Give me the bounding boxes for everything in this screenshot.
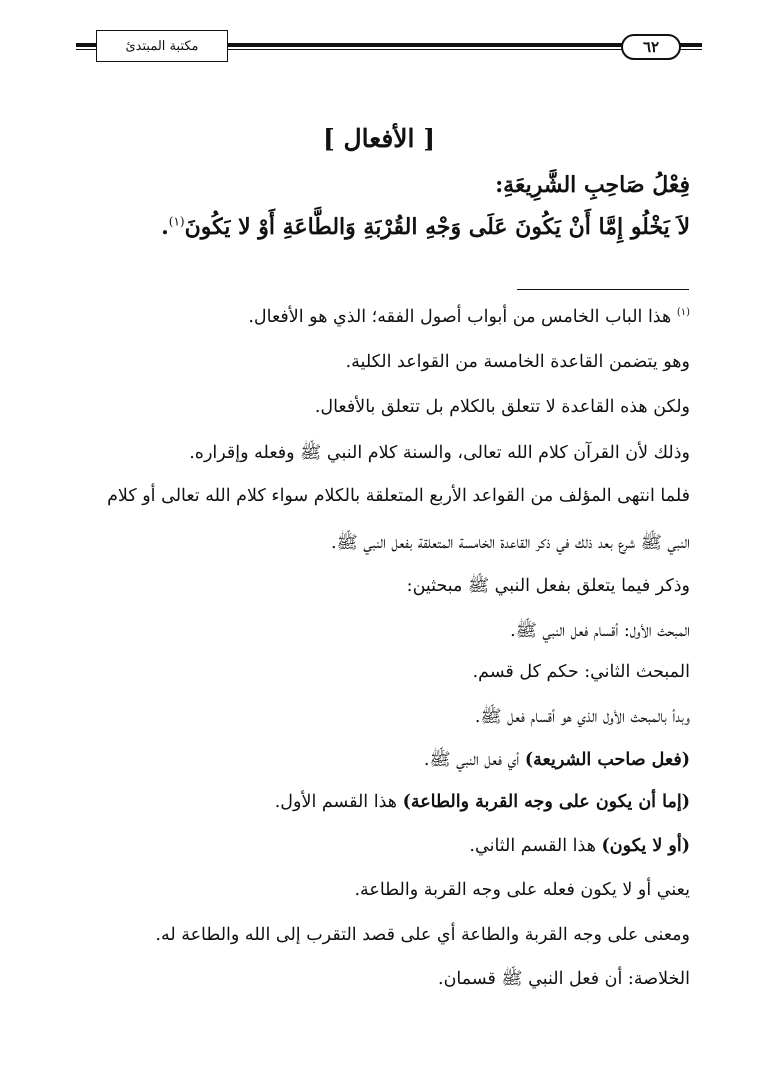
quoted-matn: (إما أن يكون على وجه القربة والطاعة) (402, 792, 690, 812)
commentary-line-11 (70, 748, 690, 774)
commentary-line-5: فلما انتهى المؤلف من القواعد الأربع المتعلقة بالكلام سواء كلام الله تعالى أو كلام (107, 486, 690, 506)
quoted-matn: (أو لا يكون) (601, 836, 690, 856)
commentary-line-13-text: هذا القسم الثاني. (469, 836, 602, 856)
matn-line-1: فِعْلُ صَاحِبِ الشَّرِيعَةِ: (495, 172, 690, 198)
quoted-matn: (فعل صاحب الشريعة) (524, 750, 690, 770)
footnote-reference[interactable]: (١) (168, 214, 185, 229)
commentary-line-1 (70, 307, 690, 327)
commentary-line-9: المبحث الثاني: حكم كل قسم. (472, 662, 690, 682)
commentary-line-2: وهو يتضمن القاعدة الخامسة من القواعد الكلية. (345, 352, 690, 372)
chapter-title: [ الأفعال ] (322, 124, 436, 153)
commentary-line-1-text: هذا الباب الخامس من أبواب أصول الفقه؛ الذي هو الأفعال. (248, 307, 672, 327)
commentary-line-4: وذلك لأن القرآن كلام الله تعالى، والسنة كلام النبي ﷺ وفعله وإقراره. (189, 443, 690, 463)
commentary-line-8: المبحث الأول: أقسام فعل النبي ﷺ. (510, 621, 690, 641)
commentary-line-12-text: هذا القسم الأول. (274, 792, 403, 812)
book-title: مكتبة المبتدئ (125, 38, 199, 54)
commentary-line-13 (70, 836, 690, 856)
commentary-line-7: وذكر فيما يتعلق بفعل النبي ﷺ مبحثين: (406, 576, 690, 596)
page-number (621, 34, 681, 60)
commentary-line-6: النبي ﷺ شرع بعد ذلك في ذكر القاعدة الخامسة المتعلقة بفعل النبي ﷺ. (331, 533, 690, 553)
commentary-line-11-text: أي فعل النبي ﷺ. (423, 750, 525, 770)
running-header-book-title (96, 30, 228, 62)
commentary-line-16: الخلاصة: أن فعل النبي ﷺ قسمان. (438, 969, 690, 989)
commentary-line-15: ومعنى على وجه القربة والطاعة أي على قصد التقرب إلى الله والطاعة له. (155, 925, 690, 945)
matn-line-2 (150, 214, 690, 240)
commentary-line-10: وبدأ بالمبحث الأول الذي هو أقسام فعل ﷺ. (474, 707, 690, 727)
matn-line-2-end: . (161, 214, 169, 240)
commentary-line-14: يعني أو لا يكون فعله على وجه القربة والطاعة. (354, 880, 690, 900)
footnote-marker: (١) (676, 307, 690, 319)
commentary-line-3: ولكن هذه القاعدة لا تتعلق بالكلام بل تتعلق بالأفعال. (314, 397, 690, 417)
commentary-line-12 (70, 792, 690, 812)
footnote-separator (517, 289, 689, 290)
matn-line-2-text: لاَ يَخْلُو إِمَّا أَنْ يَكُونَ عَلَى وَجْهِ القُرْبَةِ وَالطَّاعَةِ أَوْ لا يَكُونَ (184, 214, 690, 240)
page-number-text: ٦٢ (642, 38, 660, 56)
